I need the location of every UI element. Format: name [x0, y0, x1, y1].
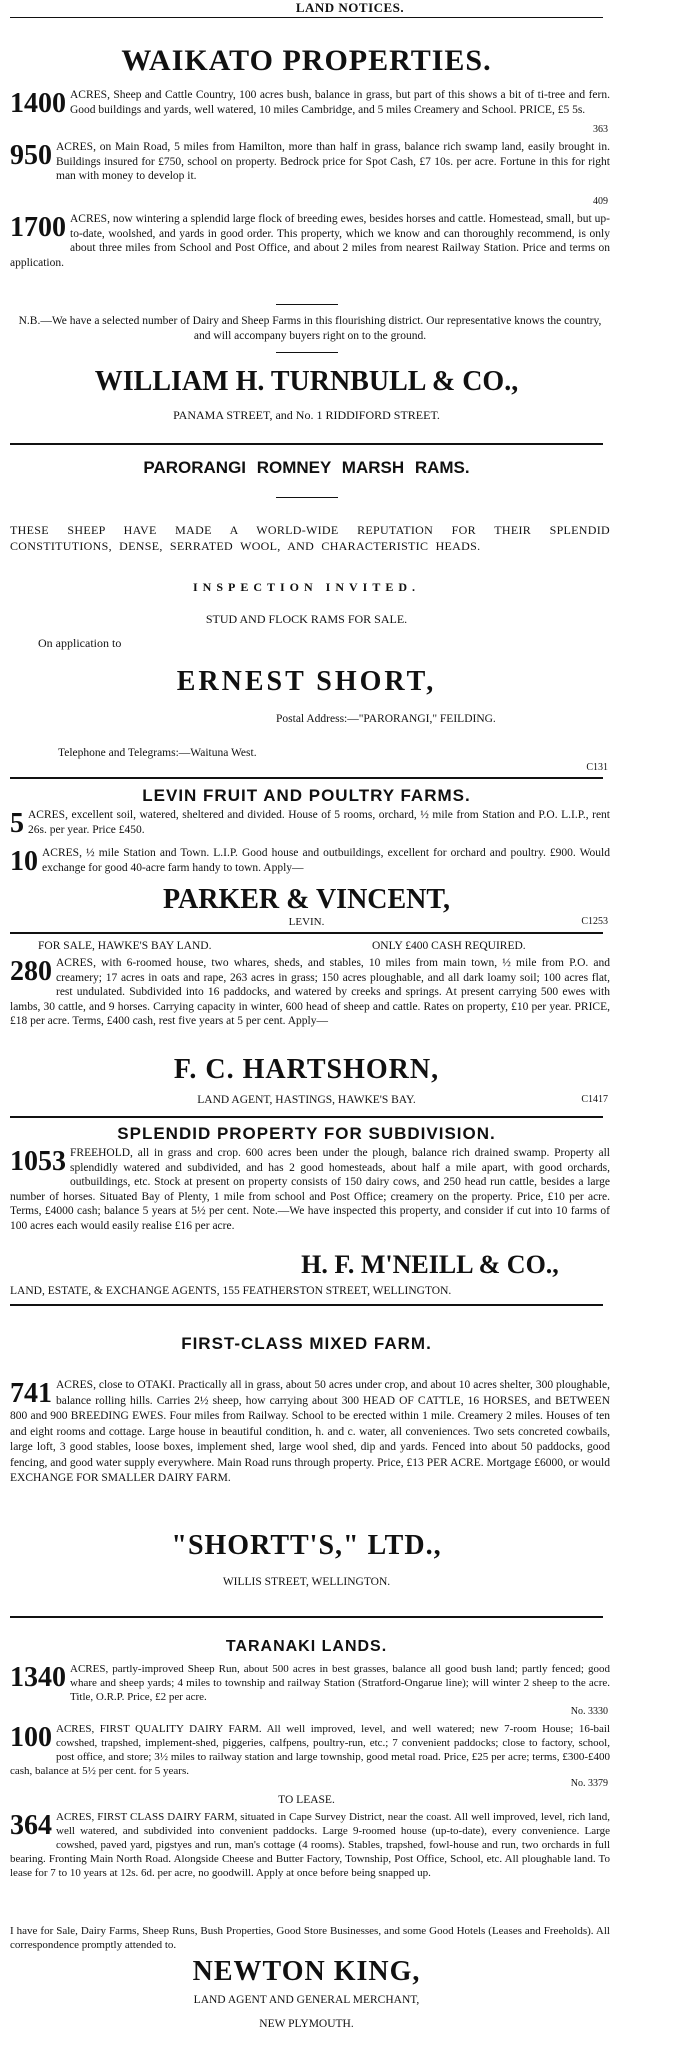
listing-text: ACRES, with 6-roomed house, two whares, sheds, and stables, 10 miles from main town, ½ mile from P.O. and creamery; 17 acres in oats and rape, 263 acres in grass; 150 acres ploughable, and all dark loamy soil; 100 acres flat, rest undulated. Subdivided into 16 paddocks, and watered by creeks and springs. At present carrying 500 ewes with lambs, 30 cattle, and 9 horses. Carrying capacity in winter, 600 head of sheep and cattle. Rates on property, £10 per year. PRICE, £18 per acre. Terms, £400 cash, rest five years at 5 per cent. Apply—: [10, 957, 610, 1027]
divider: [10, 1116, 603, 1118]
taranaki-closing: I have for Sale, Dairy Farms, Sheep Runs, Bush Properties, Good Store Businesses, and some Good Hotels (Leases and Freeholds). All correspondence promptly attended to.: [10, 1925, 610, 1951]
section-header: LAND NOTICES.: [295, 0, 405, 15]
mixed-agent: "SHORTT'S," LTD.,: [171, 1530, 442, 1561]
splendid-title: SPLENDID PROPERTY FOR SUBDIVISION.: [117, 1124, 496, 1143]
listing-acreage: 364: [10, 1810, 52, 1841]
waikato-agent: WILLIAM H. TURNBULL & CO.,: [94, 366, 519, 397]
taranaki-lease-listing: [10, 1810, 610, 1880]
taranaki-listing: [10, 1722, 610, 1778]
waikato-address: PANAMA STREET, and No. 1 RIDDIFORD STREET.: [173, 408, 440, 422]
levin-listing: [10, 808, 610, 838]
splendid-agent: H. F. M'NEILL & CO.,: [301, 1250, 559, 1279]
divider: [10, 1616, 603, 1618]
listing-ref: No. 3379: [570, 1778, 608, 1789]
divider: [276, 304, 338, 305]
taranaki-role: LAND AGENT AND GENERAL MERCHANT,: [193, 1994, 420, 2006]
divider: [10, 17, 603, 18]
splendid-listing: [10, 1146, 610, 1233]
listing-ref: 409: [593, 196, 608, 207]
hawkes-listing: [10, 956, 610, 1029]
waikato-title: WAIKATO PROPERTIES.: [121, 44, 492, 77]
listing-text: ACRES, ½ mile Station and Town. L.I.P. Good house and outbuildings, excellent for orchard and poultry. £900. Would exchange for good 40-acre farm handy to town. Apply—: [42, 847, 610, 874]
parorangi-onapp: On application to: [38, 636, 122, 650]
hawkes-heading-left: FOR SALE, HAWKE'S BAY LAND.: [38, 940, 212, 952]
listing-acreage: 1053: [10, 1146, 66, 1177]
waikato-listing: [10, 212, 610, 270]
levin-agent: PARKER & VINCENT,: [162, 884, 450, 915]
listing-text: ACRES, now wintering a splendid large flock of breeding ewes, besides horses and cattle. Homestead, small, but up-to-date, woolshed, and yards in good order. This property, which we know and can thoroughly recommend, is only about three miles from School and Post Office, and about 2 miles from nearest Railway Station. Price and terms on application.: [10, 213, 610, 269]
levin-listing: [10, 846, 610, 876]
listing-text: FREEHOLD, all in grass and crop. 600 acres been under the plough, balance rich drained swamp. Property all splendidly watered and subdivided, and has 2 good homesteads, about half a mile apart, with good orchards, outbuildings, etc. Stock at present on property consists of 150 dairy cows, and 250 head run cattle, besides a large number of horses. Situated Bay of Plenty, 1 mile from school and Post Office; creamery on the property. Price, £10 per acre. Terms, £4000 cash; balance 5 years at 5½ per cent. Note.—We have inspected this property, and consider if cut into 10 farms of 100 acres each would easily realise £16 per acre.: [10, 1147, 610, 1232]
listing-acreage: 10: [10, 846, 38, 877]
parorangi-telephone: Telephone and Telegrams:—Waituna West.: [58, 747, 257, 759]
listing-ref: No. 3330: [570, 1706, 608, 1717]
divider: [276, 352, 338, 353]
parorangi-title: PARORANGI ROMNEY MARSH RAMS.: [143, 458, 470, 477]
waikato-note: N.B.—We have a selected number of Dairy and Sheep Farms in this flourishing district. Our representative knows the country, and will accompany buyers right on to the ground.: [18, 315, 602, 342]
parorangi-body: THESE SHEEP HAVE MADE A WORLD-WIDE REPUTATION FOR THEIR SPLENDID CONSTITUTIONS, DENSE, SERRATED WOOL, AND CHARACTERISTIC HEADS.: [10, 523, 610, 553]
listing-text: ACRES, partly-improved Sheep Run, about 500 acres in best grasses, balance all good bush land; partly fenced; good whare and sheep yards; 4 miles to township and railway Station (Stratford-Ongarue line); will winter 2 sheep to the acre. Title, O.R.P. Price, £2 per acre.: [70, 1663, 610, 1703]
hawkes-agent: F. C. HARTSHORN,: [173, 1054, 440, 1085]
hawkes-address: LAND AGENT, HASTINGS, HAWKE'S BAY.: [197, 1094, 416, 1106]
divider: [10, 1304, 603, 1306]
listing-text: ACRES, excellent soil, watered, sheltered and divided. House of 5 rooms, orchard, ½ mile from Station and P.O. L.I.P., rent 26s. per year. Price £450.: [28, 809, 610, 836]
splendid-address: LAND, ESTATE, & EXCHANGE AGENTS, 155 FEATHERSTON STREET, WELLINGTON.: [10, 1285, 452, 1297]
parorangi-inspection: INSPECTION INVITED.: [192, 580, 421, 594]
taranaki-title: TARANAKI LANDS.: [225, 1638, 388, 1655]
divider: [10, 443, 603, 445]
listing-ref: 363: [593, 124, 608, 135]
listing-acreage: 950: [10, 140, 52, 171]
mixed-title: FIRST-CLASS MIXED FARM.: [181, 1334, 432, 1353]
mixed-listing: [10, 1378, 610, 1487]
taranaki-agent: NEWTON KING,: [192, 1956, 421, 1987]
taranaki-listing: [10, 1662, 610, 1704]
levin-title: LEVIN FRUIT AND POULTRY FARMS.: [142, 786, 471, 805]
divider: [10, 932, 603, 934]
listing-text: ACRES, FIRST QUALITY DAIRY FARM. All well improved, level, and well watered; new 7-room House; 16-bail cowshed, trapshed, implement-shed, piggeries, calfpens, poultry-run, etc.; 7 convenient paddocks; close to factory, school, post office, and store; 3½ miles to railway station and large township, good metal road. Price, £25 per acre; terms, £300-£400 cash, balance at 5½ per cent. for 5 years.: [10, 1723, 610, 1777]
waikato-listing: [10, 88, 610, 118]
parorangi-postal: Postal Address:—"PARORANGI," FEILDING.: [276, 713, 496, 725]
listing-acreage: 5: [10, 808, 24, 839]
listing-acreage: 100: [10, 1722, 52, 1753]
listing-acreage: 1700: [10, 212, 66, 243]
listing-text: ACRES, Sheep and Cattle Country, 100 acres bush, balance in grass, but part of this shows a bit of ti-tree and fern. Good buildings and yards, well watered, 10 miles Cambridge, and 5 miles Creamery and School. PRICE, £5 5s.: [70, 89, 610, 116]
listing-text: ACRES, FIRST CLASS DAIRY FARM, situated in Cape Survey District, near the coast. All well improved, level, rich land, well watered, and subdivided into convenient paddocks. Large 9-roomed house (up-to-date), every convenience. Large cowshed, paved yard, pigstyes and run, man's cottage (4 rooms). Stables, trapshed, fowl-house and run, two orchards in full bearing. Fronting Main North Road. Alongside Cheese and Butter Factory, Township, Post Office, School, etc. All ploughable land. To lease for 7 to 10 years at 12s. 6d. per acre, no goodwill. Apply at once before being snapped up.: [10, 1811, 610, 1879]
divider: [10, 777, 603, 779]
listing-text: ACRES, on Main Road, 5 miles from Hamilton, more than half in grass, balance rich swamp land, easily brought in. Buildings insured for £750, school on property. Bedrock price for Spot Cash, £7 10s. per acre. Fortune in this for right man with money to develop it.: [56, 141, 610, 182]
hawkes-ref: C1417: [581, 1094, 608, 1105]
parorangi-stud: STUD AND FLOCK RAMS FOR SALE.: [205, 612, 408, 626]
listing-acreage: 741: [10, 1378, 52, 1409]
levin-ref: C1253: [581, 916, 608, 927]
parorangi-name: ERNEST SHORT,: [176, 666, 437, 697]
listing-acreage: 1400: [10, 88, 66, 119]
taranaki-lease-heading: TO LEASE.: [278, 1794, 335, 1806]
hawkes-heading-right: ONLY £400 CASH REQUIRED.: [372, 940, 526, 952]
levin-place: LEVIN.: [288, 916, 325, 928]
mixed-address: WILLIS STREET, WELLINGTON.: [222, 1576, 391, 1588]
waikato-listing: [10, 140, 610, 184]
taranaki-place: NEW PLYMOUTH.: [259, 2018, 354, 2030]
parorangi-ref: C131: [586, 762, 608, 773]
listing-acreage: 280: [10, 956, 52, 987]
listing-text: ACRES, close to OTAKI. Practically all in grass, about 50 acres under crop, and about 10 acres shelter, 300 ploughable, balance rolling hills. Carries 2½ sheep, how carrying about 300 HEAD OF CATTLE, 16 HORSES, and BETWEEN 800 and 900 BREEDING EWES. Four miles from Railway. School to be erected within 1 mile. Creamery 2 miles. Houses of ten and eight rooms and cottage. Large house in beautiful condition, h. and c. water, all conveniences. Two sets concreted cowbails, large loft, 3 good stables, loose boxes, implement shed, large wool shed, dip and yards. Fenced into about 50 paddocks, good fencing, and good water supply everywhere. Main Road runs through property. Price, £13 PER ACRE. Mortgage £6000, or would EXCHANGE FOR SMALLER DAIRY FARM.: [10, 1379, 610, 1484]
listing-acreage: 1340: [10, 1662, 66, 1693]
divider: [276, 497, 338, 498]
